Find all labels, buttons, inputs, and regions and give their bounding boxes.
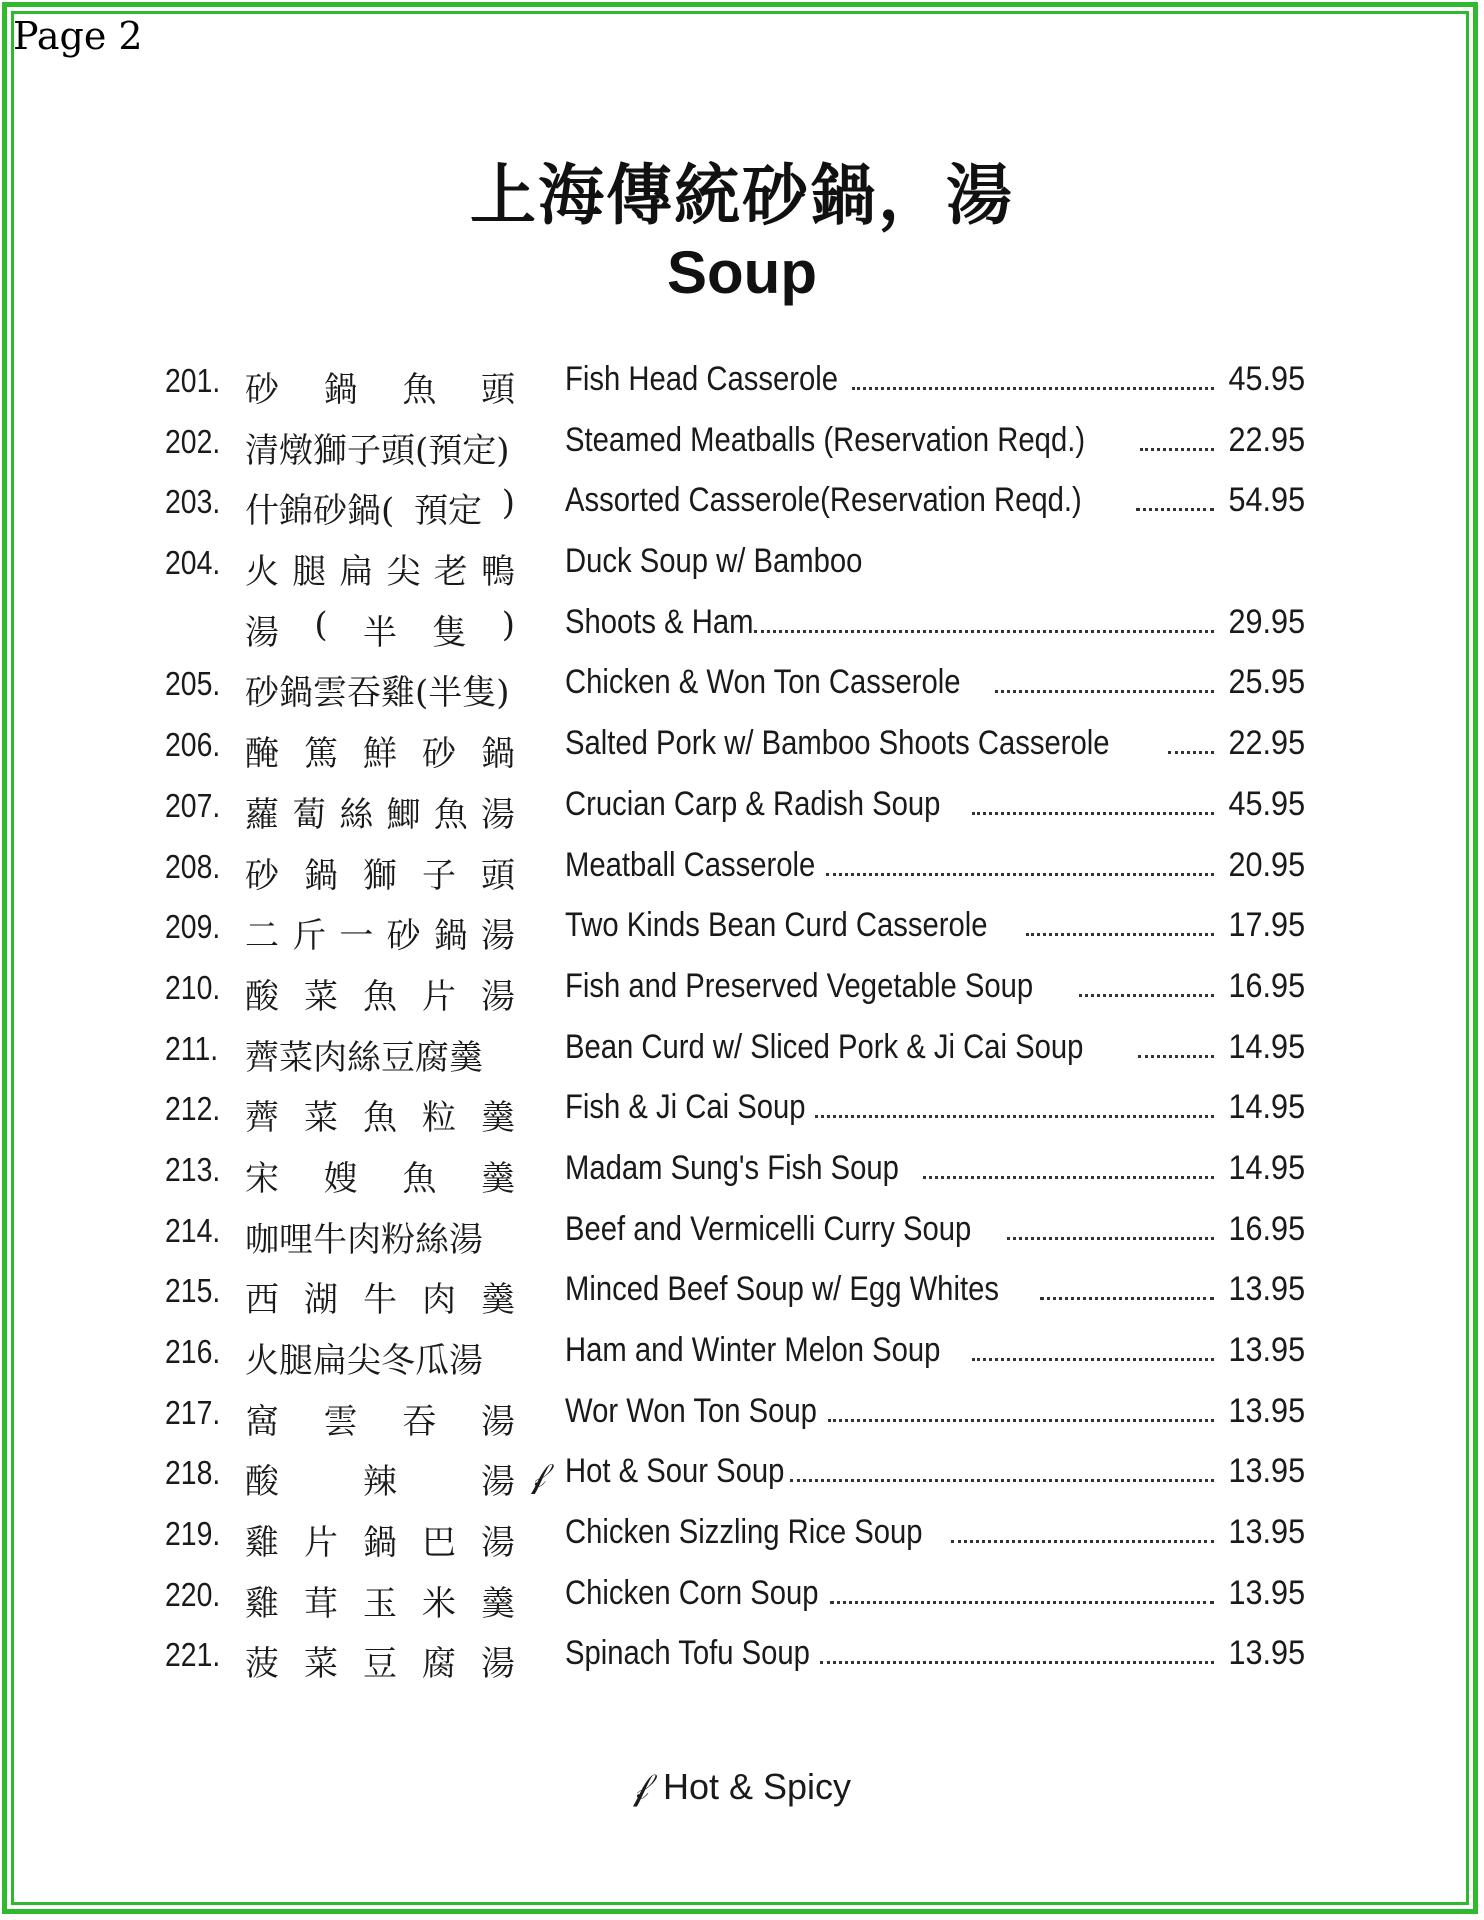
- item-number: 218.: [165, 1454, 221, 1492]
- item-number: 212.: [165, 1090, 221, 1128]
- item-price: 54.95: [1228, 481, 1305, 520]
- item-name-english-line: [565, 785, 1305, 824]
- item-name-english: Chicken Sizzling Rice Soup: [565, 1513, 923, 1552]
- item-price: 13.95: [1228, 1391, 1305, 1430]
- chinese-char-group: 鮮: [363, 734, 397, 775]
- chinese-char-group: 鍋: [481, 734, 515, 775]
- item-name-chinese: [245, 726, 515, 775]
- item-name-english-line: [565, 1270, 1305, 1309]
- chinese-char-group: 老: [433, 552, 468, 593]
- item-name-english-line: [565, 724, 1305, 763]
- menu-item: [165, 1325, 1315, 1386]
- chinese-char-group: 雞: [245, 1583, 279, 1624]
- item-name-english-line: [565, 421, 1305, 460]
- chinese-char-group: ): [501, 483, 515, 524]
- item-name-english-line: [565, 1331, 1305, 1370]
- chinese-char-group: 羹: [481, 1098, 515, 1139]
- menu-item: [165, 1264, 1315, 1325]
- item-name-english: Hot & Sour Soup: [565, 1452, 785, 1491]
- chinese-char-group: 宋: [245, 1158, 279, 1199]
- chinese-char-group: 雞: [245, 1523, 279, 1564]
- item-name-english: Chicken & Won Ton Casserole: [565, 663, 961, 702]
- item-name-english: Chicken Corn Soup: [565, 1573, 819, 1612]
- chinese-char-group: 湯: [481, 1462, 515, 1503]
- item-number: 216.: [165, 1333, 221, 1370]
- item-price: 17.95: [1228, 906, 1305, 945]
- chili-pepper-icon: 𝒻: [531, 1456, 547, 1497]
- item-name-chinese: [245, 848, 515, 897]
- chinese-char-group: 獅: [363, 855, 397, 896]
- chinese-char-group: 湯: [245, 612, 279, 653]
- item-name-english-line: [565, 1210, 1305, 1249]
- item-number: 209.: [165, 908, 221, 946]
- item-name-chinese: [245, 1030, 515, 1079]
- item-number: 210.: [165, 968, 221, 1006]
- item-price: 25.95: [1228, 663, 1305, 702]
- dot-leader: [754, 629, 1214, 633]
- item-number: 206.: [165, 726, 221, 764]
- chinese-char-group: 醃: [245, 734, 279, 775]
- item-number: 208.: [165, 847, 221, 885]
- item-number: 219.: [165, 1515, 221, 1553]
- dot-leader: [1040, 1296, 1214, 1300]
- chinese-char-group: 玉: [363, 1583, 397, 1624]
- chinese-char-group: 尖: [386, 552, 421, 593]
- chinese-char-group: 窩: [245, 1401, 279, 1442]
- item-name-english: Ham and Winter Melon Soup: [565, 1331, 941, 1369]
- chinese-char-group: 絲: [339, 794, 374, 835]
- chinese-char-group: 砂: [245, 855, 279, 896]
- dot-leader: [995, 689, 1214, 693]
- chinese-char-group: 什錦砂鍋(: [245, 491, 395, 532]
- item-price: 13.95: [1228, 1270, 1305, 1309]
- chinese-char-group: 西: [245, 1280, 279, 1321]
- chinese-char-group: 羹: [480, 1158, 515, 1199]
- item-price: 20.95: [1228, 845, 1305, 884]
- item-name-english: Duck Soup w/ Bamboo: [565, 542, 863, 581]
- chinese-char-group: 湯: [480, 1401, 515, 1442]
- chinese-char-group: 鍋: [433, 916, 468, 957]
- chinese-char-group: 菜: [304, 976, 338, 1017]
- section-title-english: Soup: [667, 239, 817, 306]
- dot-leader: [972, 1357, 1214, 1361]
- item-name-chinese: [245, 908, 515, 957]
- chinese-char-group: ): [501, 604, 515, 645]
- item-name-chinese: [245, 1151, 515, 1200]
- item-name-english: Two Kinds Bean Curd Casserole: [565, 906, 988, 945]
- item-name-english-line: [565, 1028, 1305, 1067]
- item-price: 13.95: [1228, 1634, 1305, 1673]
- menu-item: [165, 536, 1315, 597]
- item-name-english-line: [565, 1149, 1305, 1188]
- item-name-chinese: [245, 1394, 515, 1443]
- item-name-english-line: [565, 603, 1305, 642]
- item-price: 14.95: [1228, 1148, 1305, 1187]
- item-price: 13.95: [1228, 1331, 1305, 1369]
- chinese-char-group: 砂: [245, 370, 279, 410]
- item-name-chinese: [245, 1454, 515, 1503]
- item-number: 204.: [165, 544, 221, 582]
- chinese-char-group: 砂: [422, 734, 456, 775]
- item-name-english: Assorted Casserole(Reservation Reqd.): [565, 481, 1082, 520]
- chinese-char-group: 咖哩牛肉粉絲湯: [245, 1219, 483, 1260]
- chinese-char-group: 菠: [245, 1644, 279, 1685]
- item-name-english-line: [565, 663, 1305, 702]
- dot-leader: [951, 1539, 1214, 1543]
- dot-leader: [820, 1660, 1214, 1664]
- menu-list: [165, 354, 1315, 1689]
- item-price: 13.95: [1228, 1452, 1305, 1491]
- chinese-char-group: 鍋: [363, 1523, 397, 1564]
- item-name-english: Spinach Tofu Soup: [565, 1634, 810, 1673]
- item-price: 16.95: [1228, 1209, 1305, 1248]
- menu-item: [165, 779, 1315, 840]
- item-number: 201.: [165, 362, 221, 399]
- item-name-english-line: [565, 1392, 1305, 1431]
- chinese-char-group: 雲: [323, 1401, 358, 1442]
- chinese-char-group: 扁: [339, 552, 374, 593]
- menu-item: [165, 1143, 1315, 1204]
- chinese-char-group: 豆: [363, 1644, 397, 1685]
- chinese-char-group: 嫂: [323, 1158, 358, 1199]
- item-name-english: Steamed Meatballs (Reservation Reqd.): [565, 420, 1086, 459]
- item-name-chinese: [245, 1576, 515, 1625]
- item-name-english: Fish & Ji Cai Soup: [565, 1088, 806, 1127]
- item-name-chinese: [245, 1333, 515, 1382]
- chinese-char-group: 蘿: [245, 794, 279, 835]
- item-number: 202.: [165, 422, 221, 460]
- item-name-english-line: [565, 360, 1305, 399]
- chinese-char-group: 牛: [363, 1280, 397, 1321]
- chinese-char-group: 茸: [304, 1583, 338, 1624]
- menu-item: [165, 1386, 1315, 1447]
- item-name-english-line: [565, 1513, 1305, 1552]
- menu-item: [165, 900, 1315, 961]
- item-name-english: Bean Curd w/ Sliced Pork & Ji Cai Soup: [565, 1027, 1084, 1066]
- item-number: 214.: [165, 1211, 221, 1249]
- menu-item: [165, 1204, 1315, 1265]
- chinese-char-group: 吞: [402, 1401, 437, 1442]
- item-price: 22.95: [1228, 724, 1305, 763]
- chinese-char-group: 魚: [363, 1098, 397, 1139]
- item-name-english: Beef and Vermicelli Curry Soup: [565, 1209, 972, 1248]
- menu-item: [165, 1022, 1315, 1083]
- dot-leader: [1079, 993, 1214, 997]
- item-number: 205.: [165, 665, 221, 703]
- chinese-char-group: 酸: [245, 1462, 279, 1503]
- item-name-chinese: [245, 1212, 515, 1261]
- item-name-chinese: [245, 483, 515, 532]
- item-name-chinese: [245, 1272, 515, 1321]
- chinese-char-group: 羹: [481, 1280, 515, 1321]
- chinese-char-group: 魚: [402, 370, 437, 410]
- chinese-char-group: 鯽: [386, 794, 421, 835]
- item-name-english: Wor Won Ton Soup: [565, 1391, 817, 1430]
- item-number: 207.: [165, 786, 221, 824]
- menu-item: [165, 657, 1315, 718]
- menu-item: [165, 961, 1315, 1022]
- item-name-english-line: [565, 906, 1305, 945]
- item-price: 13.95: [1228, 1573, 1305, 1612]
- dot-leader: [815, 1114, 1214, 1118]
- item-price: 45.95: [1228, 360, 1305, 398]
- dot-leader: [1136, 507, 1214, 511]
- chinese-char-group: 魚: [433, 794, 468, 835]
- item-number: 215.: [165, 1272, 221, 1310]
- chinese-char-group: 片: [304, 1523, 338, 1564]
- item-name-chinese: [245, 1090, 515, 1139]
- item-name-english-line: [565, 1574, 1305, 1613]
- item-name-chinese: [245, 787, 515, 836]
- item-name-chinese: [245, 362, 515, 411]
- item-name-english: Fish Head Casserole: [565, 360, 839, 398]
- item-price: 14.95: [1228, 1027, 1305, 1066]
- chinese-char-group: 鴨: [480, 552, 515, 593]
- chinese-char-group: 片: [422, 976, 456, 1017]
- dot-leader: [790, 1478, 1214, 1482]
- chinese-char-group: (: [314, 604, 328, 645]
- page-label: Page 2: [13, 14, 143, 58]
- chinese-char-group: 湯: [480, 916, 515, 957]
- chinese-char-group: 湯: [481, 1644, 515, 1685]
- chinese-char-group: 酸: [245, 976, 279, 1017]
- item-name-chinese: [245, 1515, 515, 1564]
- chinese-char-group: 湯: [480, 794, 515, 835]
- chinese-char-group: 湖: [304, 1280, 338, 1321]
- item-name-english: Fish and Preserved Vegetable Soup: [565, 966, 1034, 1005]
- chinese-char-group: 巴: [422, 1523, 456, 1564]
- chinese-char-group: 頭: [481, 855, 515, 896]
- menu-item: [165, 840, 1315, 901]
- menu-item: [165, 718, 1315, 779]
- item-price: 29.95: [1228, 602, 1305, 641]
- section-title-chinese: 上海傳統砂鍋，湯: [470, 157, 1014, 234]
- menu-item: [165, 1568, 1315, 1629]
- chinese-char-group: 菜: [304, 1644, 338, 1685]
- chinese-char-group: 一: [339, 916, 374, 957]
- spicy-legend-text: Hot & Spicy: [662, 1766, 852, 1807]
- item-price: 14.95: [1228, 1088, 1305, 1127]
- chinese-char-group: 魚: [402, 1158, 437, 1199]
- item-name-chinese: [245, 665, 515, 714]
- chinese-char-group: 腿: [292, 552, 327, 593]
- item-name-english-line: [565, 846, 1305, 885]
- dot-leader: [972, 811, 1214, 815]
- item-price: 13.95: [1228, 1513, 1305, 1552]
- chinese-char-group: 砂: [386, 916, 421, 957]
- menu-item: [165, 415, 1315, 476]
- item-number: 221.: [165, 1636, 221, 1674]
- chinese-char-group: 鍋: [323, 370, 358, 410]
- chinese-char-group: 肉: [422, 1280, 456, 1321]
- menu-item: [165, 1507, 1315, 1568]
- chinese-char-group: 薺: [245, 1098, 279, 1139]
- item-name-english: Minced Beef Soup w/ Egg Whites: [565, 1270, 999, 1309]
- dot-leader: [1138, 1054, 1214, 1058]
- chinese-char-group: 篤: [304, 734, 338, 775]
- chinese-char-group: 隻: [432, 612, 467, 653]
- menu-item: [165, 1446, 1315, 1507]
- item-number: 213.: [165, 1150, 221, 1188]
- item-name-english-line: [565, 481, 1305, 520]
- menu-item: [165, 475, 1315, 536]
- item-name-english: Salted Pork w/ Bamboo Shoots Casserole: [565, 724, 1110, 763]
- dot-leader: [1168, 750, 1214, 754]
- item-name-chinese: [245, 1636, 515, 1685]
- chinese-char-group: 米: [422, 1583, 456, 1624]
- spicy-legend: [0, 1766, 1484, 1809]
- chinese-char-group: 菜: [304, 1098, 338, 1139]
- item-number: 220.: [165, 1575, 221, 1613]
- chinese-char-group: 湯: [481, 976, 515, 1017]
- item-name-chinese: [245, 544, 515, 593]
- chinese-char-group: 二: [245, 916, 279, 957]
- chinese-char-group: 湯: [481, 1523, 515, 1564]
- item-price: 45.95: [1228, 784, 1305, 823]
- item-name-english: Meatball Casserole: [565, 845, 816, 884]
- item-name-english-line: [565, 542, 1305, 581]
- chinese-char-group: 子: [422, 855, 456, 896]
- menu-item: [165, 597, 1315, 658]
- item-name-english-line: [565, 1452, 1305, 1491]
- dot-leader: [1007, 1236, 1213, 1240]
- chinese-char-group: 斤: [292, 916, 327, 957]
- chinese-char-group: 魚: [363, 976, 397, 1017]
- item-name-english-line: [565, 967, 1305, 1006]
- dot-leader: [826, 872, 1214, 876]
- dot-leader: [1026, 932, 1214, 936]
- item-name-english-line: [565, 1088, 1305, 1127]
- dot-leader: [852, 386, 1213, 390]
- chinese-char-group: 預定: [414, 491, 482, 532]
- chinese-char-group: 火腿扁尖冬瓜湯: [245, 1341, 483, 1381]
- item-name-chinese: [245, 423, 515, 472]
- dot-leader: [830, 1600, 1214, 1604]
- chinese-char-group: 羹: [481, 1583, 515, 1624]
- item-name-chinese: [245, 605, 515, 654]
- chinese-char-group: 清燉獅子頭(預定): [245, 430, 510, 471]
- item-price: 16.95: [1228, 966, 1305, 1005]
- chinese-char-group: 頭: [480, 370, 515, 410]
- menu-item: [165, 1082, 1315, 1143]
- menu-item: [165, 354, 1315, 415]
- chili-pepper-icon: 𝒻: [632, 1767, 649, 1808]
- chinese-char-group: 辣: [363, 1462, 397, 1503]
- chinese-char-group: 鍋: [304, 855, 338, 896]
- item-price: 22.95: [1228, 420, 1305, 459]
- dot-leader: [923, 1175, 1214, 1179]
- dot-leader: [828, 1418, 1214, 1422]
- item-number: 211.: [165, 1029, 219, 1067]
- chinese-char-group: 半: [362, 612, 397, 653]
- item-number: 217.: [165, 1393, 221, 1431]
- dot-leader: [1140, 447, 1214, 451]
- menu-item: [165, 1628, 1315, 1689]
- item-number: 203.: [165, 483, 221, 521]
- chinese-char-group: 砂鍋雲吞雞(半隻): [245, 673, 510, 714]
- chinese-char-group: 粒: [422, 1098, 456, 1139]
- chinese-char-group: 腐: [422, 1644, 456, 1685]
- item-name-english: Shoots & Ham: [565, 602, 754, 641]
- item-name-english-line: [565, 1634, 1305, 1673]
- item-name-english: Madam Sung's Fish Soup: [565, 1148, 899, 1187]
- chinese-char-group: 火: [245, 552, 279, 593]
- item-name-chinese: [245, 969, 515, 1018]
- chinese-char-group: 蔔: [292, 794, 327, 835]
- item-name-english: Crucian Carp & Radish Soup: [565, 784, 941, 823]
- chinese-char-group: 薺菜肉絲豆腐羹: [245, 1037, 483, 1078]
